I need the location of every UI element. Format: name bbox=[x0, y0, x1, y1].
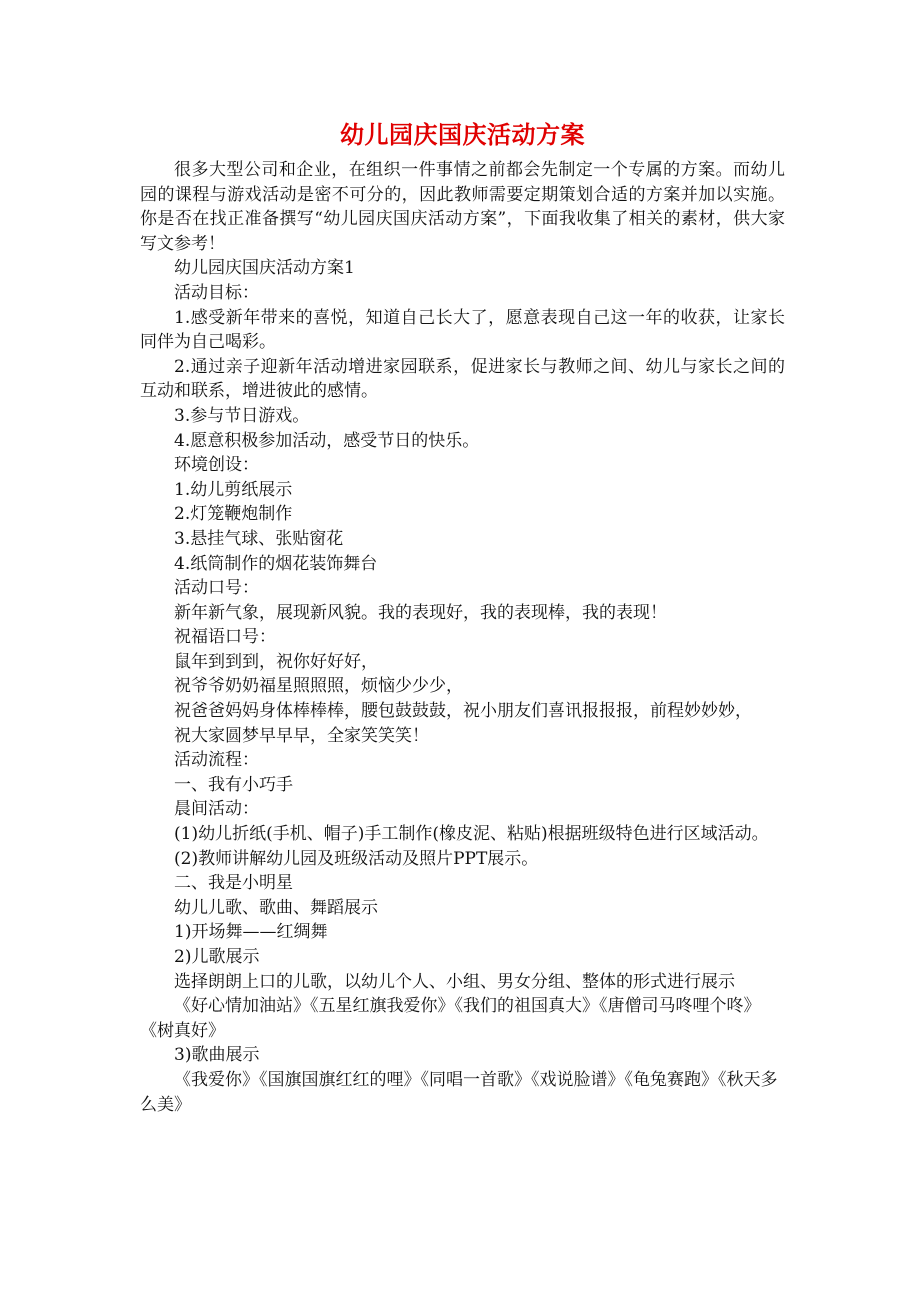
section-label: 幼儿儿歌、歌曲、舞蹈展示 bbox=[174, 897, 378, 918]
section-label: 活动口号： bbox=[174, 578, 259, 599]
list-item: 2.通过亲子迎新年活动增进家园联系，促进家长与教师之间、幼儿与家长之间的互动和联系，增进彼此的感情。 bbox=[140, 356, 785, 402]
section-heading: 幼儿园庆国庆活动方案1 bbox=[174, 258, 355, 279]
blessing-line: 鼠年到到到，祝你好好好， bbox=[174, 651, 378, 672]
list-item: (2)教师讲解幼儿园及班级活动及照片PPT展示。 bbox=[174, 848, 539, 869]
intro-paragraph: 很多大型公司和企业，在组织一件事情之前都会先制定一个专属的方案。而幼儿园的课程与游戏活动是密不可分的，因此教师需要定期策划合适的方案并加以实施。你是否在找正准备撰写“幼儿园庆国庆活动方案”，下面我收集了相关的素材，供大家写文参考！ bbox=[140, 160, 785, 254]
list-item: 3)歌曲展示 bbox=[174, 1045, 260, 1066]
list-item: (1)幼儿折纸(手机、帽子)手工制作(橡皮泥、粘贴)根据班级特色进行区域活动。 bbox=[174, 824, 769, 845]
document-page bbox=[140, 118, 785, 1117]
list-item: 2.灯笼鞭炮制作 bbox=[174, 504, 293, 525]
list-item: 4.纸筒制作的烟花装饰舞台 bbox=[174, 553, 378, 574]
list-item: 1)开场舞——红绸舞 bbox=[174, 922, 328, 943]
section-label: 祝福语口号： bbox=[174, 627, 276, 648]
document-title: 幼儿园庆国庆活动方案 bbox=[340, 120, 585, 149]
list-item: 2)儿歌展示 bbox=[174, 947, 260, 967]
list-item: 3.参与节日游戏。 bbox=[174, 405, 310, 426]
subsection-heading: 一、我有小巧手 bbox=[174, 774, 293, 795]
section-label: 晨间活动： bbox=[174, 799, 259, 820]
section-label: 活动目标： bbox=[174, 282, 259, 303]
list-item: 4.愿意积极参加活动，感受节日的快乐。 bbox=[174, 430, 480, 451]
section-label: 活动流程： bbox=[174, 750, 259, 771]
blessing-line: 祝爸爸妈妈身体棒棒棒，腰包鼓鼓鼓，祝小朋友们喜讯报报报，前程妙妙妙， bbox=[174, 701, 752, 722]
body-paragraph: 选择朗朗上口的儿歌，以幼儿个人、小组、男女分组、整体的形式进行展示 bbox=[174, 971, 735, 992]
list-item: 1.幼儿剪纸展示 bbox=[174, 479, 293, 500]
song-list: 《好心情加油站》《五星红旗我爱你》《我们的祖国真大》《唐僧司马咚哩个咚》《树真好》 bbox=[140, 996, 761, 1041]
subsection-heading: 二、我是小明星 bbox=[174, 873, 293, 894]
blessing-line: 祝爷爷奶奶福星照照照，烦恼少少少， bbox=[174, 676, 463, 697]
song-list: 《我爱你》《国旗国旗红红的哩》《同唱一首歌》《戏说脸谱》《龟兔赛跑》《秋天多么美》 bbox=[140, 1069, 778, 1115]
blessing-line: 祝大家圆梦早早早，全家笑笑笑！ bbox=[174, 725, 429, 746]
list-item: 1.感受新年带来的喜悦，知道自己长大了，愿意表现自己这一年的收获，让家长同伴为自己喝彩。 bbox=[140, 307, 785, 353]
section-label: 环境创设： bbox=[174, 455, 259, 476]
slogan-text: 新年新气象，展现新风貌。我的表现好，我的表现棒，我的表现！ bbox=[174, 602, 667, 623]
list-item: 3.悬挂气球、张贴窗花 bbox=[174, 528, 344, 549]
